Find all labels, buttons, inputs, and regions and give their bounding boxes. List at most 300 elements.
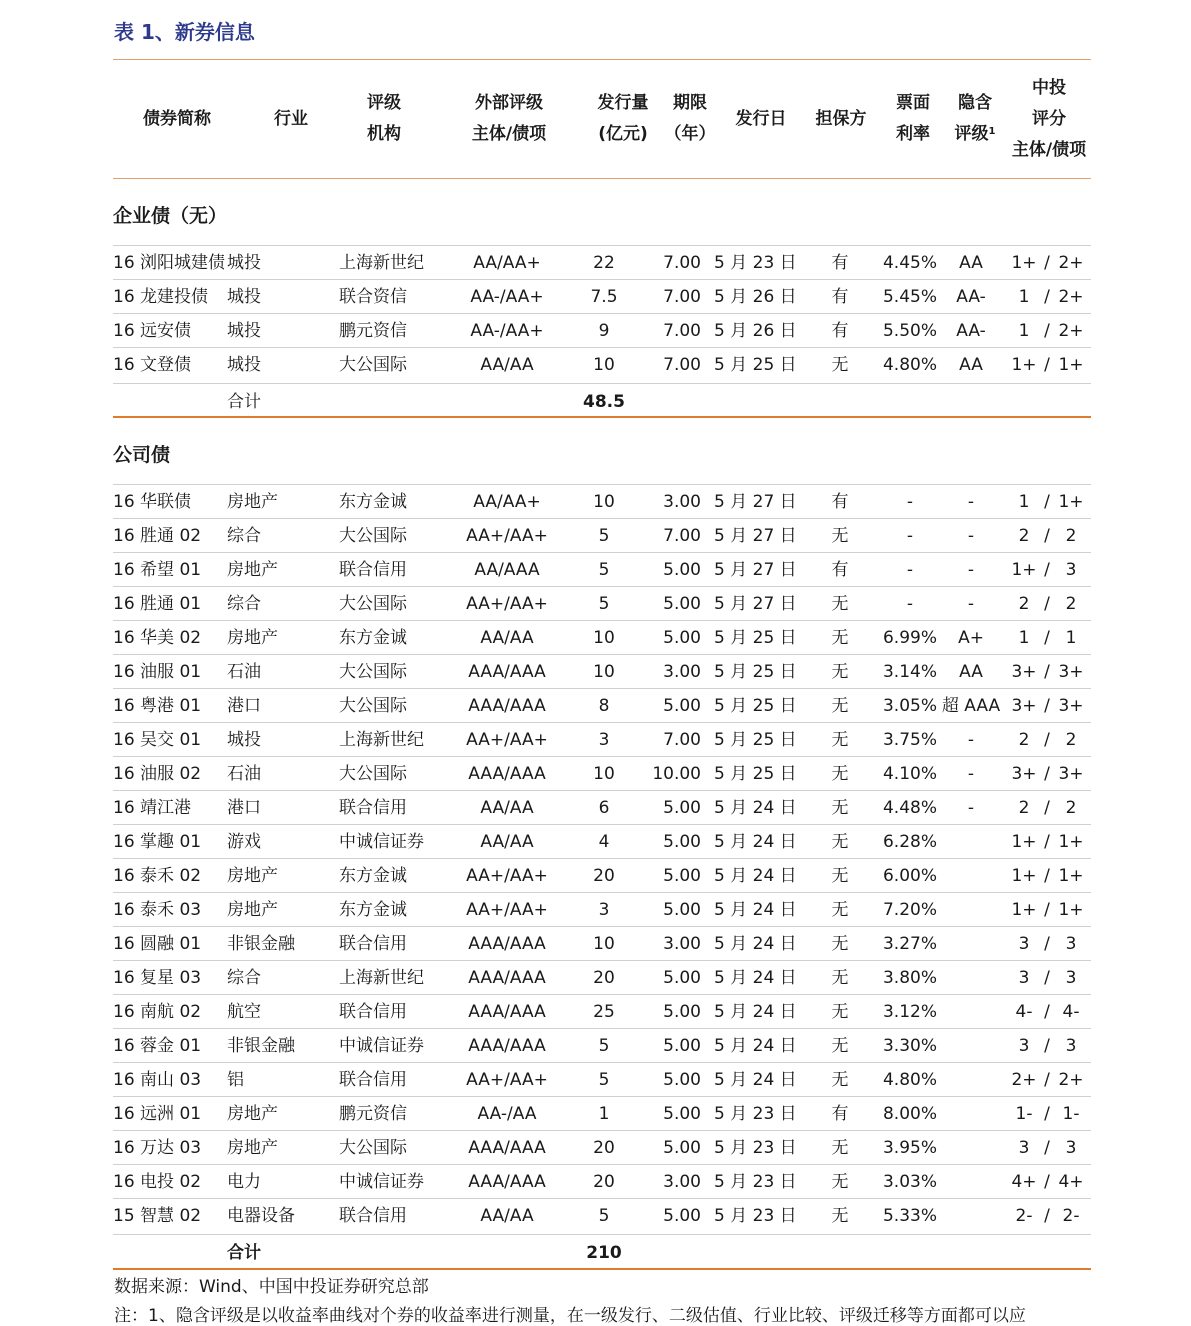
header-amount: 发行量 (亿元) <box>597 93 649 144</box>
cell-name: 15 智慧 02 <box>113 1206 202 1226</box>
cell-term: 5.00 <box>663 832 701 852</box>
cell-coupon: 4.80% <box>882 355 937 375</box>
cell-r1: 3+ <box>1011 662 1037 682</box>
cell-coupon: - <box>906 492 914 512</box>
cell-r2: 2- <box>1062 1206 1080 1226</box>
score-separator: / <box>1044 662 1050 682</box>
section-bottom-rule <box>113 416 1091 418</box>
cell-date: 5 月 25 日 <box>714 628 797 648</box>
cell-date: 5 月 24 日 <box>714 934 797 954</box>
cell-implied: - <box>967 526 975 546</box>
cell-name: 16 蓉金 01 <box>113 1036 202 1056</box>
cell-guarantee: 无 <box>831 764 849 784</box>
cell-industry: 综合 <box>227 594 261 614</box>
cell-guarantee: 无 <box>831 1206 849 1226</box>
cell-term: 7.00 <box>663 253 701 273</box>
cell-date: 5 月 23 日 <box>714 1206 797 1226</box>
cell-agency: 东方金诚 <box>339 900 407 920</box>
cell-rating: AA+/AA+ <box>466 526 548 546</box>
cell-guarantee: 有 <box>831 321 849 341</box>
cell-r2: 2+ <box>1058 287 1084 307</box>
table-row <box>113 279 1091 313</box>
cell-amount: 10 <box>593 764 615 784</box>
cell-amount: 20 <box>593 1138 615 1158</box>
cell-date: 5 月 27 日 <box>714 594 797 614</box>
cell-date: 5 月 23 日 <box>714 1172 797 1192</box>
cell-industry: 房地产 <box>227 1138 278 1158</box>
cell-implied: - <box>967 594 975 614</box>
cell-rating: AA/AA <box>480 798 534 818</box>
cell-date: 5 月 27 日 <box>714 526 797 546</box>
cell-guarantee: 无 <box>831 1036 849 1056</box>
cell-name: 16 南航 02 <box>113 1002 202 1022</box>
cell-coupon: 6.28% <box>882 832 937 852</box>
cell-rating: AA-/AA <box>477 1104 537 1124</box>
cell-coupon: - <box>906 560 914 580</box>
cell-rating: AA+/AA+ <box>466 730 548 750</box>
cell-coupon: 3.12% <box>882 1002 937 1022</box>
cell-term: 7.00 <box>663 526 701 546</box>
cell-term: 5.00 <box>663 866 701 886</box>
cell-rating: AA+/AA+ <box>466 900 548 920</box>
cell-amount: 10 <box>593 628 615 648</box>
cell-amount: 7.5 <box>590 287 618 307</box>
cell-amount: 3 <box>598 900 610 920</box>
score-separator: / <box>1044 560 1050 580</box>
cell-industry: 非银金融 <box>227 934 295 954</box>
score-separator: / <box>1044 730 1050 750</box>
cell-guarantee: 无 <box>831 900 849 920</box>
cell-rating: AA+/AA+ <box>466 866 548 886</box>
cell-industry: 港口 <box>227 798 261 818</box>
cell-term: 5.00 <box>663 968 701 988</box>
cell-r2: 4+ <box>1058 1172 1084 1192</box>
cell-guarantee: 无 <box>831 968 849 988</box>
table-row <box>113 518 1091 552</box>
cell-coupon: 7.20% <box>882 900 937 920</box>
cell-amount: 5 <box>598 1206 610 1226</box>
cell-term: 7.00 <box>663 730 701 750</box>
table-row <box>113 347 1091 381</box>
table-row <box>113 654 1091 688</box>
cell-amount: 5 <box>598 526 610 546</box>
cell-guarantee: 有 <box>831 253 849 273</box>
cell-rating: AAA/AAA <box>468 1172 546 1192</box>
cell-r1: 1+ <box>1011 900 1037 920</box>
cell-guarantee: 有 <box>831 492 849 512</box>
cell-implied <box>939 1131 1003 1164</box>
score-separator: / <box>1044 492 1050 512</box>
cell-guarantee: 无 <box>831 866 849 886</box>
cell-implied: - <box>967 492 975 512</box>
header-bottom-rule <box>113 178 1091 179</box>
cell-date: 5 月 25 日 <box>714 764 797 784</box>
cell-agency: 上海新世纪 <box>339 968 424 988</box>
header-agency: 评级 机构 <box>367 93 401 144</box>
score-separator: / <box>1044 832 1050 852</box>
cell-r1: 1 <box>1018 628 1030 648</box>
header-guarantee: 担保方 <box>815 108 867 129</box>
footnote: 注：1、隐含评级是以收益率曲线对个券的收益率进行测量，在一级发行、二级估值、行业比较、评级迁移等方面都可以应 <box>114 1306 1026 1326</box>
cell-rating: AAA/AAA <box>468 764 546 784</box>
table-row <box>113 926 1091 960</box>
cell-r2: 2+ <box>1058 253 1084 273</box>
cell-r1: 2+ <box>1011 1070 1037 1090</box>
table-row <box>113 858 1091 892</box>
cell-date: 5 月 25 日 <box>714 355 797 375</box>
cell-r2: 1+ <box>1058 832 1084 852</box>
cell-name: 16 华美 02 <box>113 628 202 648</box>
cell-name: 16 泰禾 02 <box>113 866 202 886</box>
cell-r2: 2 <box>1065 526 1077 546</box>
cell-r1: 1- <box>1015 1104 1033 1124</box>
cell-name: 16 胜通 01 <box>113 594 202 614</box>
cell-name: 16 胜通 02 <box>113 526 202 546</box>
cell-agency: 上海新世纪 <box>339 730 424 750</box>
header-term: 期限 （年） <box>664 93 716 144</box>
cell-industry: 房地产 <box>227 866 278 886</box>
total-label: 合计 <box>227 392 261 412</box>
score-separator: / <box>1044 355 1050 375</box>
cell-date: 5 月 24 日 <box>714 900 797 920</box>
cell-name: 16 吴交 01 <box>113 730 202 750</box>
cell-r2: 3+ <box>1058 764 1084 784</box>
cell-agency: 中诚信证券 <box>339 1172 424 1192</box>
header-ciccs-score: 中投 评分 主体/债项 <box>1011 77 1087 160</box>
cell-coupon: 6.00% <box>882 866 937 886</box>
cell-r2: 2+ <box>1058 1070 1084 1090</box>
cell-implied <box>939 1097 1003 1130</box>
cell-rating: AAA/AAA <box>468 1036 546 1056</box>
score-separator: / <box>1044 1206 1050 1226</box>
cell-guarantee: 无 <box>831 1070 849 1090</box>
cell-date: 5 月 26 日 <box>714 287 797 307</box>
cell-amount: 10 <box>593 662 615 682</box>
cell-guarantee: 无 <box>831 832 849 852</box>
table-row <box>113 620 1091 654</box>
cell-coupon: 5.45% <box>882 287 937 307</box>
table-title: 表 1、新券信息 <box>114 20 255 44</box>
cell-name: 16 华联债 <box>113 492 192 512</box>
table-row <box>113 1130 1091 1164</box>
cell-amount: 9 <box>598 321 610 341</box>
cell-agency: 鹏元资信 <box>339 1104 407 1124</box>
cell-implied <box>939 995 1003 1028</box>
cell-coupon: 3.05% <box>882 696 937 716</box>
cell-r2: 2+ <box>1058 321 1084 341</box>
cell-coupon: 8.00% <box>882 1104 937 1124</box>
cell-term: 3.00 <box>663 1172 701 1192</box>
score-separator: / <box>1044 968 1050 988</box>
cell-term: 5.00 <box>663 1104 701 1124</box>
cell-r2: 2 <box>1065 730 1077 750</box>
cell-industry: 铝 <box>227 1070 244 1090</box>
cell-amount: 25 <box>593 1002 615 1022</box>
cell-rating: AA-/AA+ <box>470 321 544 341</box>
cell-agency: 中诚信证券 <box>339 832 424 852</box>
cell-date: 5 月 23 日 <box>714 1138 797 1158</box>
cell-guarantee: 有 <box>831 1104 849 1124</box>
cell-r2: 1+ <box>1058 866 1084 886</box>
table-row <box>113 313 1091 347</box>
cell-agency: 大公国际 <box>339 662 407 682</box>
cell-coupon: 3.80% <box>882 968 937 988</box>
cell-r2: 1- <box>1062 1104 1080 1124</box>
cell-coupon: 3.03% <box>882 1172 937 1192</box>
cell-amount: 5 <box>598 1036 610 1056</box>
cell-term: 5.00 <box>663 696 701 716</box>
cell-rating: AA/AA+ <box>473 253 541 273</box>
cell-guarantee: 无 <box>831 355 849 375</box>
cell-agency: 联合信用 <box>339 798 407 818</box>
cell-guarantee: 无 <box>831 696 849 716</box>
score-separator: / <box>1044 594 1050 614</box>
cell-r1: 2 <box>1018 526 1030 546</box>
table-row <box>113 892 1091 926</box>
table-row <box>113 960 1091 994</box>
cell-r1: 3 <box>1018 968 1030 988</box>
cell-term: 5.00 <box>663 560 701 580</box>
cell-agency: 大公国际 <box>339 1138 407 1158</box>
score-separator: / <box>1044 1104 1050 1124</box>
cell-coupon: 4.10% <box>882 764 937 784</box>
cell-term: 10.00 <box>652 764 701 784</box>
cell-agency: 联合资信 <box>339 287 407 307</box>
score-separator: / <box>1044 1036 1050 1056</box>
cell-industry: 电器设备 <box>227 1206 295 1226</box>
cell-amount: 8 <box>598 696 610 716</box>
cell-r1: 3 <box>1018 1036 1030 1056</box>
cell-r1: 1+ <box>1011 866 1037 886</box>
total-row <box>113 1234 1091 1269</box>
cell-date: 5 月 24 日 <box>714 1070 797 1090</box>
cell-r1: 1+ <box>1011 832 1037 852</box>
cell-industry: 石油 <box>227 662 261 682</box>
table-row <box>113 824 1091 858</box>
cell-industry: 综合 <box>227 968 261 988</box>
table-row <box>113 994 1091 1028</box>
score-separator: / <box>1044 696 1050 716</box>
cell-r2: 1 <box>1065 628 1077 648</box>
cell-agency: 东方金诚 <box>339 628 407 648</box>
cell-implied: - <box>967 798 975 818</box>
cell-amount: 6 <box>598 798 610 818</box>
cell-guarantee: 无 <box>831 798 849 818</box>
cell-name: 16 龙建投债 <box>113 287 209 307</box>
cell-rating: AA/AA <box>480 1206 534 1226</box>
cell-industry: 房地产 <box>227 560 278 580</box>
score-separator: / <box>1044 628 1050 648</box>
cell-implied: AA <box>959 662 983 682</box>
cell-date: 5 月 25 日 <box>714 696 797 716</box>
cell-guarantee: 无 <box>831 730 849 750</box>
table-row <box>113 1028 1091 1062</box>
cell-agency: 联合信用 <box>339 1070 407 1090</box>
table-row <box>113 1062 1091 1096</box>
score-separator: / <box>1044 798 1050 818</box>
cell-agency: 大公国际 <box>339 594 407 614</box>
cell-implied <box>939 961 1003 994</box>
cell-name: 16 粤港 01 <box>113 696 202 716</box>
table-row <box>113 790 1091 824</box>
cell-r2: 3 <box>1065 968 1077 988</box>
cell-implied <box>939 859 1003 892</box>
cell-coupon: 6.99% <box>882 628 937 648</box>
cell-coupon: 5.50% <box>882 321 937 341</box>
cell-amount: 4 <box>598 832 610 852</box>
score-separator: / <box>1044 934 1050 954</box>
cell-date: 5 月 24 日 <box>714 968 797 988</box>
cell-implied: - <box>967 730 975 750</box>
cell-guarantee: 无 <box>831 1172 849 1192</box>
table-row <box>113 722 1091 756</box>
table-row <box>113 586 1091 620</box>
cell-amount: 3 <box>598 730 610 750</box>
cell-implied: 超 AAA <box>941 696 1001 716</box>
cell-r2: 1+ <box>1058 900 1084 920</box>
cell-amount: 10 <box>593 355 615 375</box>
header-industry: 行业 <box>274 108 308 129</box>
cell-name: 16 浏阳城建债 <box>113 253 226 273</box>
cell-rating: AA/AA+ <box>473 492 541 512</box>
cell-implied: - <box>967 560 975 580</box>
cell-implied <box>939 1199 1003 1232</box>
table-row <box>113 688 1091 722</box>
cell-date: 5 月 26 日 <box>714 321 797 341</box>
cell-date: 5 月 24 日 <box>714 832 797 852</box>
cell-r1: 2- <box>1015 1206 1033 1226</box>
cell-r2: 3+ <box>1058 696 1084 716</box>
cell-industry: 港口 <box>227 696 261 716</box>
cell-term: 5.00 <box>663 1070 701 1090</box>
cell-agency: 大公国际 <box>339 526 407 546</box>
score-separator: / <box>1044 253 1050 273</box>
cell-r2: 3 <box>1065 1036 1077 1056</box>
score-separator: / <box>1044 526 1050 546</box>
cell-date: 5 月 25 日 <box>714 662 797 682</box>
cell-amount: 20 <box>593 968 615 988</box>
cell-r1: 2 <box>1018 594 1030 614</box>
cell-date: 5 月 24 日 <box>714 1036 797 1056</box>
cell-r2: 1+ <box>1058 355 1084 375</box>
cell-r2: 4- <box>1062 1002 1080 1022</box>
cell-coupon: 4.48% <box>882 798 937 818</box>
cell-r2: 3+ <box>1058 662 1084 682</box>
cell-agency: 联合信用 <box>339 560 407 580</box>
cell-r1: 1+ <box>1011 560 1037 580</box>
cell-name: 16 文登债 <box>113 355 192 375</box>
cell-name: 16 靖江港 <box>113 798 192 818</box>
cell-r1: 1 <box>1018 321 1030 341</box>
section-title-enterprise-bonds: 企业债（无） <box>113 205 228 227</box>
cell-date: 5 月 23 日 <box>714 253 797 273</box>
cell-agency: 联合信用 <box>339 1206 407 1226</box>
cell-name: 16 希望 01 <box>113 560 202 580</box>
cell-r1: 1 <box>1018 287 1030 307</box>
cell-industry: 房地产 <box>227 628 278 648</box>
table-row <box>113 756 1091 790</box>
cell-industry: 非银金融 <box>227 1036 295 1056</box>
cell-r1: 3+ <box>1011 764 1037 784</box>
cell-coupon: 5.33% <box>882 1206 937 1226</box>
cell-industry: 城投 <box>227 287 261 307</box>
cell-r2: 2 <box>1065 798 1077 818</box>
cell-agency: 大公国际 <box>339 355 407 375</box>
cell-term: 7.00 <box>663 355 701 375</box>
cell-r2: 3 <box>1065 1138 1077 1158</box>
cell-rating: AAA/AAA <box>468 934 546 954</box>
cell-industry: 房地产 <box>227 492 278 512</box>
cell-r1: 1+ <box>1011 253 1037 273</box>
cell-term: 3.00 <box>663 934 701 954</box>
cell-term: 3.00 <box>663 662 701 682</box>
cell-implied: A+ <box>958 628 984 648</box>
cell-r1: 2 <box>1018 798 1030 818</box>
cell-rating: AAA/AAA <box>468 1002 546 1022</box>
cell-date: 5 月 24 日 <box>714 798 797 818</box>
cell-r1: 1 <box>1018 492 1030 512</box>
total-value: 48.5 <box>583 392 625 412</box>
cell-r1: 3+ <box>1011 696 1037 716</box>
cell-term: 5.00 <box>663 1002 701 1022</box>
cell-coupon: 3.30% <box>882 1036 937 1056</box>
cell-name: 16 远安债 <box>113 321 192 341</box>
cell-rating: AAA/AAA <box>468 662 546 682</box>
cell-r1: 2 <box>1018 730 1030 750</box>
cell-date: 5 月 24 日 <box>714 1002 797 1022</box>
cell-amount: 1 <box>598 1104 610 1124</box>
cell-coupon: 4.80% <box>882 1070 937 1090</box>
cell-industry: 城投 <box>227 253 261 273</box>
cell-guarantee: 有 <box>831 287 849 307</box>
cell-name: 16 掌趣 01 <box>113 832 202 852</box>
cell-guarantee: 无 <box>831 628 849 648</box>
cell-r2: 2 <box>1065 594 1077 614</box>
cell-industry: 航空 <box>227 1002 261 1022</box>
score-separator: / <box>1044 1138 1050 1158</box>
cell-coupon: 4.45% <box>882 253 937 273</box>
cell-agency: 中诚信证券 <box>339 1036 424 1056</box>
cell-industry: 房地产 <box>227 1104 278 1124</box>
cell-amount: 5 <box>598 560 610 580</box>
cell-r1: 4- <box>1015 1002 1033 1022</box>
cell-name: 16 南山 03 <box>113 1070 202 1090</box>
cell-industry: 城投 <box>227 321 261 341</box>
total-row <box>113 383 1091 418</box>
table-row <box>113 552 1091 586</box>
cell-agency: 东方金诚 <box>339 866 407 886</box>
header-issue-date: 发行日 <box>735 108 787 129</box>
score-separator: / <box>1044 1070 1050 1090</box>
cell-term: 5.00 <box>663 798 701 818</box>
cell-implied: AA- <box>956 287 986 307</box>
cell-amount: 10 <box>593 492 615 512</box>
cell-agency: 鹏元资信 <box>339 321 407 341</box>
cell-implied: AA- <box>956 321 986 341</box>
cell-rating: AAA/AAA <box>468 1138 546 1158</box>
cell-implied: AA <box>959 355 983 375</box>
header-external-rating: 外部评级 主体/债项 <box>471 93 547 144</box>
cell-term: 5.00 <box>663 1138 701 1158</box>
cell-agency: 联合信用 <box>339 1002 407 1022</box>
cell-name: 16 远洲 01 <box>113 1104 202 1124</box>
cell-date: 5 月 24 日 <box>714 866 797 886</box>
data-source: 数据来源：Wind、中国中投证券研究总部 <box>114 1277 429 1297</box>
cell-r1: 3 <box>1018 934 1030 954</box>
cell-rating: AA/AA <box>480 628 534 648</box>
cell-industry: 综合 <box>227 526 261 546</box>
cell-amount: 20 <box>593 1172 615 1192</box>
